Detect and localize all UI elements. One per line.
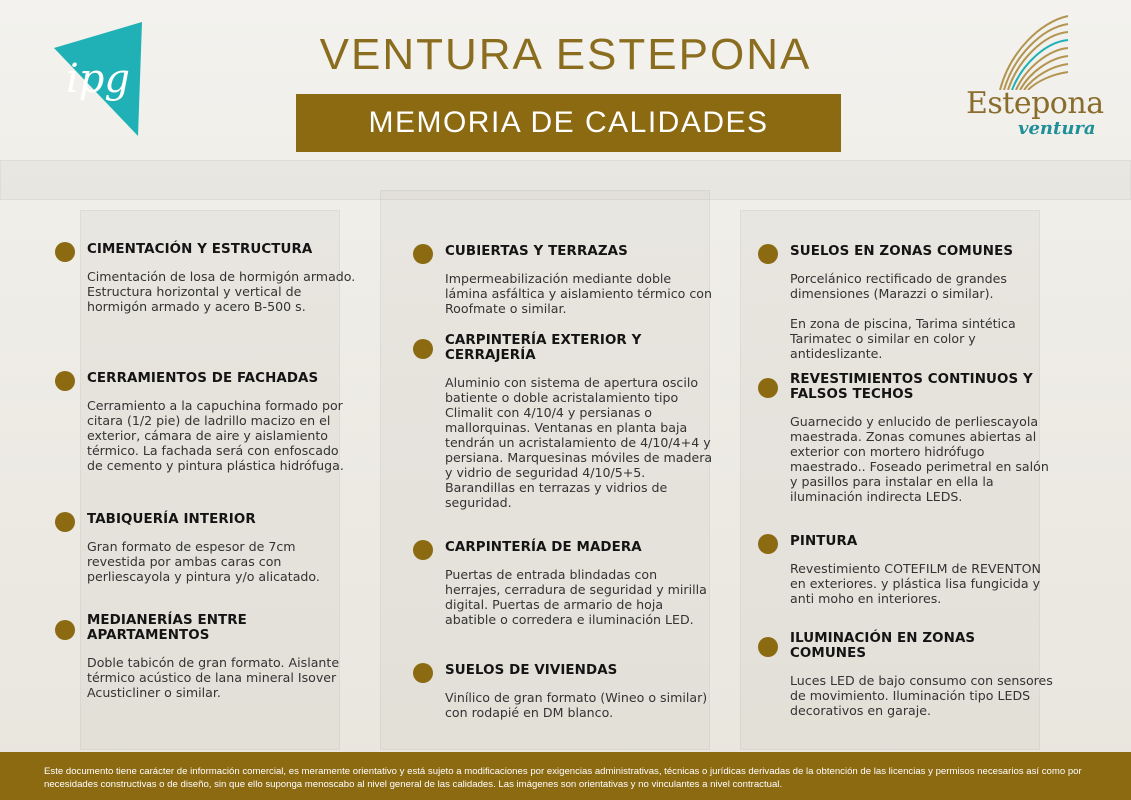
section-revestimientos	[790, 372, 1060, 504]
footer-disclaimer-bar	[0, 752, 1131, 800]
section-cimentacion	[87, 242, 357, 314]
section-title: CUBIERTAS Y TERRAZAS	[445, 244, 628, 259]
section-title: PINTURA	[790, 534, 858, 549]
section-body: Revestimiento COTEFILM de REVENTON en exteriores. y plástica lisa fungicida y anti moho en interiores.	[790, 561, 1041, 606]
section-medianerias	[87, 613, 357, 700]
section-title: SUELOS EN ZONAS COMUNES	[790, 244, 1014, 259]
section-pintura	[790, 534, 1060, 606]
section-title: TABIQUERÍA INTERIOR	[87, 512, 256, 527]
bullet-icon	[55, 242, 75, 262]
section-suelos-comunes	[790, 244, 1060, 361]
bullet-icon	[55, 620, 75, 640]
section-title: MEDIANERÍAS ENTRE APARTAMENTOS	[87, 613, 247, 643]
bullet-icon	[413, 663, 433, 683]
section-body: Porcelánico rectificado de grandes dimensiones (Marazzi o similar).	[790, 271, 1007, 301]
section-title: REVESTIMIENTOS CONTINUOS Y FALSOS TECHOS	[790, 372, 1033, 402]
page-title: VENTURA ESTEPONA	[319, 30, 812, 79]
section-title: CERRAMIENTOS DE FACHADAS	[87, 371, 319, 386]
section-body: Vinílico de gran formato (Wineo o similar) con rodapié en DM blanco.	[445, 690, 708, 720]
building-lines-icon	[990, 12, 1070, 90]
bullet-icon	[413, 244, 433, 264]
bullet-icon	[758, 637, 778, 657]
ventura-logo-word: ventura	[1018, 118, 1096, 139]
bullet-icon	[55, 371, 75, 391]
section-cubiertas	[445, 244, 715, 316]
section-body: Cerramiento a la capuchina formado por citara (1/2 pie) de ladrillo macizo en el exterior, cámara de aire y aislamiento térmico. La fachada será con enfoscado de cemento y pintura plástica hidrófuga.	[87, 398, 344, 473]
subtitle-banner	[296, 94, 841, 152]
footer-disclaimer: Este documento tiene carácter de información comercial, es meramente orientativo y está sujeto a modificaciones por exigencias administrativas, técnicas o jurídicas derivadas de la obtención de las licencias y permisos necesarios así como por necesidades constructivas o de diseño, sin que ello suponga menoscabo al nivel general de las calidades. Las imágenes son orientativas y no vinculantes a nivel contractual.	[44, 766, 1082, 790]
section-body: Cimentación de losa de hormigón armado. Estructura horizontal y vertical de hormigón armado y acero B-500 s.	[87, 269, 356, 314]
section-body: Aluminio con sistema de apertura oscilo batiente o doble acristalamiento tipo Climalit con 4/10/4 y persianas o mallorquinas. Ventanas en planta baja tendrán un acristalamiento de 4/10/4+4 y persiana. Marquesinas móviles de madera y vidrio de seguridad 4/10/5+5. Barandillas en terrazas y vidrios de seguridad.	[445, 375, 713, 510]
section-body: Impermeabilización mediante doble lámina asfáltica y aislamiento térmico con Roofmate o similar.	[445, 271, 712, 316]
section-title: CARPINTERÍA EXTERIOR Y CERRAJERÍA	[445, 333, 642, 363]
section-body: En zona de piscina, Tarima sintética Tarimatec o similar en color y antideslizante.	[790, 316, 1016, 361]
bullet-icon	[758, 534, 778, 554]
section-title: CIMENTACIÓN Y ESTRUCTURA	[87, 242, 313, 257]
estepona-ventura-logo	[962, 12, 1104, 144]
section-body: Guarnecido y enlucido de perliescayola maestrada. Zonas comunes abiertas al exterior con mortero hidrófugo maestrado.. Foseado perimetral en salón y pasillos para instalar en ella la iluminación indirecta LEDS.	[790, 414, 1049, 504]
bullet-icon	[413, 339, 433, 359]
section-body: Doble tabicón de gran formato. Aislante térmico acústico de lana mineral Isover Acusticliner o similar.	[87, 655, 340, 700]
section-suelos-viviendas	[445, 663, 715, 720]
bullet-icon	[758, 378, 778, 398]
ipg-logo-text: ipg	[66, 56, 131, 102]
section-cerramientos	[87, 371, 357, 473]
section-body: Puertas de entrada blindadas con herrajes, cerradura de seguridad y mirilla digital. Puertas de armario de hoja abatible o corredera e iluminación LED.	[445, 567, 707, 627]
section-title: SUELOS DE VIVIENDAS	[445, 663, 618, 678]
bullet-icon	[413, 540, 433, 560]
estepona-logo-word: Estepona	[966, 86, 1104, 121]
bullet-icon	[758, 244, 778, 264]
section-tabiqueria	[87, 512, 357, 584]
section-body: Luces LED de bajo consumo con sensores de movimiento. Iluminación tipo LEDS decorativos en garaje.	[790, 673, 1053, 718]
section-carpinteria-madera	[445, 540, 715, 627]
section-body: Gran formato de espesor de 7cm revestida por ambas caras con perliescayola y pintura y/o alicatado.	[87, 539, 320, 584]
page-subtitle: MEMORIA DE CALIDADES	[368, 106, 769, 139]
section-title: ILUMINACIÓN EN ZONAS COMUNES	[790, 631, 976, 661]
section-iluminacion	[790, 631, 1060, 718]
section-carpinteria-exterior	[445, 333, 715, 510]
bullet-icon	[55, 512, 75, 532]
section-title: CARPINTERÍA DE MADERA	[445, 540, 642, 555]
